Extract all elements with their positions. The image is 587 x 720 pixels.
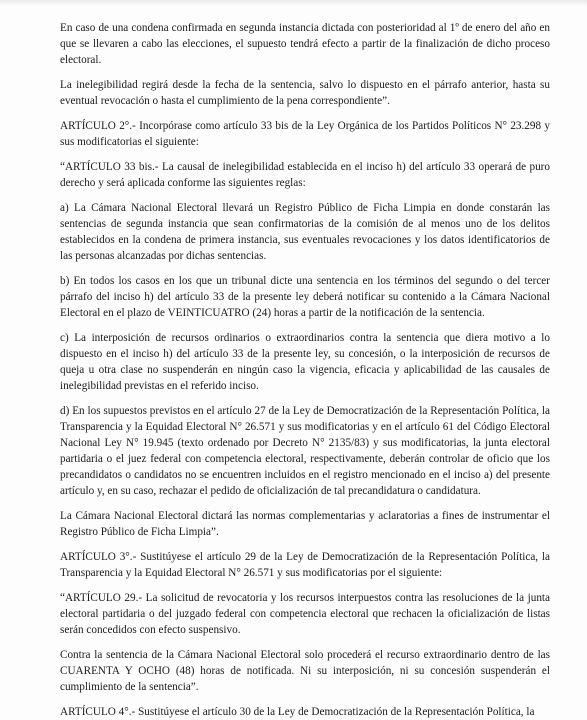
paragraph-articulo-29: “ARTÍCULO 29.- La solicitud de revocatoria y los recursos interpuestos contra las resoluciones de la junta electoral partidaria o del juzgado federal con competencia electoral que rechacen la oficialización de listas serán concedidos con efecto suspensivo.: [60, 592, 550, 636]
paragraph-recurso-extraordinario: Contra la sentencia de la Cámara Nacional Electoral solo procederá el recurso extraordinario dentro de las CUARENTA Y OCHO (48) horas de notificada. Ni su interposición, ni su concesión suspenderán el cumplimiento de la sentencia”.: [60, 649, 550, 693]
paragraph-condena-segunda-instancia: En caso de una condena confirmada en segunda instancia dictada con posterioridad al 1º de enero del año en que se llevaren a cabo las elecciones, el supuesto tendrá efecto a partir de la finalización de dicho proceso electoral.: [60, 22, 550, 66]
paragraph-articulo-2: ARTÍCULO 2°.- Incorpórase como artículo 33 bis de la Ley Orgánica de los Partidos Políticos N° 23.298 y sus modificatorias el siguiente:: [60, 120, 550, 148]
paragraph-inciso-b: b) En todos los casos en los que un tribunal dicte una sentencia en los términos del segundo o del tercer párrafo del inciso h) del artículo 33 de la presente ley deberá notificar su contenido a la Cámara Nacional Electoral en el plazo de VEINTICUATRO (24) horas a partir de la notificación de la sentencia.: [60, 275, 550, 319]
paragraph-inciso-c: c) La interposición de recursos ordinarios o extraordinarios contra la sentencia que diera motivo a lo dispuesto en el inciso h) del artículo 33 de la presente ley, su concesión, o la interposición de recursos de queja u otra clase no suspenderán en ningún caso la vigencia, eficacia y aplicabilidad de las causales de inelegibilidad previstas en el referido inciso.: [60, 332, 550, 392]
paragraph-inciso-d: d) En los supuestos previstos en el artículo 27 de la Ley de Democratización de la Representación Política, la Transparencia y la Equidad Electoral N° 26.571 y sus modificatorias y en el artículo 61 del Código Electoral Nacional Ley N° 19.945 (texto ordenado por Decreto N° 2135/83) y sus modificatorias, la junta electoral partidaria o el juez federal con competencia electoral, respectivamente, deberán controlar de oficio que los precandidatos o candidatos no se encuentren incluidos en el registro mencionado en el inciso a) del presente artículo y, en su caso, rechazar el pedido de oficialización de tal precandidatura o candidatura.: [60, 405, 550, 497]
paragraph-inciso-a: a) La Cámara Nacional Electoral llevará un Registro Público de Ficha Limpia en donde constarán las sentencias de segunda instancia que sean confirmatorias de la comisión de al menos uno de los delitos establecidos en la condena de primera instancia, sus eventuales revocaciones y los datos identificatorios de las personas alcanzadas por dichas sentencias.: [60, 202, 550, 262]
page-top-shadow: [0, 0, 587, 6]
paragraph-articulo-4: ARTÍCULO 4°.- Sustitúyese el artículo 30 de la Ley de Democratización de la Representación Política, la: [60, 706, 535, 718]
paragraph-articulo-33-bis: “ARTÍCULO 33 bis.- La causal de inelegibilidad establecida en el inciso h) del artículo 33 operará de puro derecho y será aplicada conforme las siguientes reglas:: [60, 161, 550, 189]
paragraph-inelegibilidad: La inelegibilidad regirá desde la fecha de la sentencia, salvo lo dispuesto en el párrafo anterior, hasta su eventual revocación o hasta el cumplimiento de la pena correspondiente”.: [60, 79, 550, 107]
paragraph-camara-normas: La Cámara Nacional Electoral dictará las normas complementarias y aclaratorias a fines de instrumentar el Registro Público de Ficha Limpia”.: [60, 510, 550, 538]
paragraph-articulo-3: ARTÍCULO 3°.- Sustitúyese el artículo 29 de la Ley de Democratización de la Representación Política, la Transparencia y la Equidad Electoral N° 26.571 y sus modificatorias por el siguiente:: [60, 551, 550, 579]
